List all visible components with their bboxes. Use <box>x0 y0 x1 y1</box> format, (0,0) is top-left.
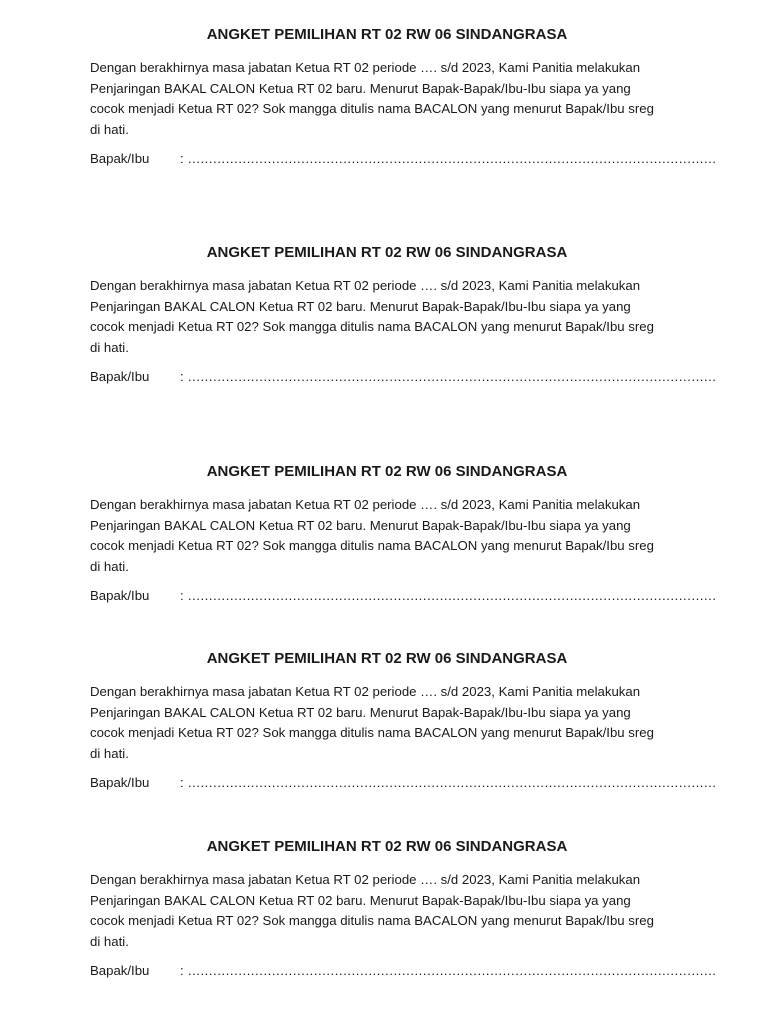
field-separator: : <box>180 151 184 166</box>
paragraph-line: Penjaringan BAKAL CALON Ketua RT 02 baru. Menurut Bapak-Bapak/Ibu-Ibu siapa ya yang <box>90 298 631 314</box>
form-paragraph <box>90 682 680 764</box>
name-field <box>90 367 717 387</box>
name-fill-line[interactable]: ……………………………………………………………………………………………………………… <box>187 588 717 603</box>
name-fill-line[interactable]: ……………………………………………………………………………………………………………… <box>187 369 717 384</box>
survey-form-3 <box>90 462 717 606</box>
paragraph-line: cocok menjadi Ketua RT 02? Sok mangga ditulis nama BACALON yang menurut Bapak/Ibu sreg <box>90 319 654 334</box>
field-separator: : <box>180 588 184 603</box>
paragraph-line: Penjaringan BAKAL CALON Ketua RT 02 baru. Menurut Bapak-Bapak/Ibu-Ibu siapa ya yang <box>90 517 631 533</box>
name-fill-line[interactable]: ……………………………………………………………………………………………………………… <box>187 775 717 790</box>
survey-form-5 <box>90 837 717 981</box>
name-field <box>90 586 717 606</box>
field-label: Bapak/Ibu <box>90 775 150 790</box>
paragraph-line: cocok menjadi Ketua RT 02? Sok mangga ditulis nama BACALON yang menurut Bapak/Ibu sreg <box>90 101 654 116</box>
paragraph-line: Dengan berakhirnya masa jabatan Ketua RT 02 periode …. s/d 2023, Kami Panitia melakukan <box>90 497 641 512</box>
field-separator: : <box>180 775 184 790</box>
field-separator: : <box>180 369 184 384</box>
form-title: ANGKET PEMILIHAN RT 02 RW 06 SINDANGRASA <box>206 244 568 261</box>
paragraph-line: di hati. <box>90 558 129 574</box>
paragraph-line: cocok menjadi Ketua RT 02? Sok mangga ditulis nama BACALON yang menurut Bapak/Ibu sreg <box>90 538 654 553</box>
paragraph-line: di hati. <box>90 745 129 761</box>
form-title: ANGKET PEMILIHAN RT 02 RW 06 SINDANGRASA <box>206 463 568 480</box>
paragraph-line: Dengan berakhirnya masa jabatan Ketua RT 02 periode …. s/d 2023, Kami Panitia melakukan <box>90 684 641 699</box>
paragraph-line: Dengan berakhirnya masa jabatan Ketua RT 02 periode …. s/d 2023, Kami Panitia melakukan <box>90 872 641 887</box>
name-field <box>90 961 717 981</box>
field-label: Bapak/Ibu <box>90 963 150 978</box>
form-title: ANGKET PEMILIHAN RT 02 RW 06 SINDANGRASA <box>206 838 568 855</box>
survey-form-4 <box>90 649 717 793</box>
form-title: ANGKET PEMILIHAN RT 02 RW 06 SINDANGRASA <box>206 26 568 43</box>
paragraph-line: Penjaringan BAKAL CALON Ketua RT 02 baru. Menurut Bapak-Bapak/Ibu-Ibu siapa ya yang <box>90 80 631 96</box>
field-label: Bapak/Ibu <box>90 369 150 384</box>
survey-form-1 <box>90 25 717 169</box>
form-paragraph <box>90 870 680 952</box>
field-label: Bapak/Ibu <box>90 588 150 603</box>
name-field <box>90 149 717 169</box>
paragraph-line: di hati. <box>90 933 129 949</box>
survey-form-2 <box>90 243 717 387</box>
field-label: Bapak/Ibu <box>90 151 150 166</box>
paragraph-line: Dengan berakhirnya masa jabatan Ketua RT 02 periode …. s/d 2023, Kami Panitia melakukan <box>90 278 641 293</box>
name-fill-line[interactable]: ……………………………………………………………………………………………………………… <box>187 963 717 978</box>
paragraph-line: di hati. <box>90 121 129 137</box>
name-field <box>90 773 717 793</box>
paragraph-line: cocok menjadi Ketua RT 02? Sok mangga ditulis nama BACALON yang menurut Bapak/Ibu sreg <box>90 725 654 740</box>
paragraph-line: di hati. <box>90 339 129 355</box>
paragraph-line: Penjaringan BAKAL CALON Ketua RT 02 baru. Menurut Bapak-Bapak/Ibu-Ibu siapa ya yang <box>90 704 631 720</box>
paragraph-line: Dengan berakhirnya masa jabatan Ketua RT 02 periode …. s/d 2023, Kami Panitia melakukan <box>90 60 641 75</box>
form-paragraph <box>90 495 680 577</box>
form-paragraph <box>90 58 680 140</box>
form-paragraph <box>90 276 680 358</box>
name-fill-line[interactable]: ……………………………………………………………………………………………………………… <box>187 151 717 166</box>
paragraph-line: Penjaringan BAKAL CALON Ketua RT 02 baru. Menurut Bapak-Bapak/Ibu-Ibu siapa ya yang <box>90 892 631 908</box>
form-title: ANGKET PEMILIHAN RT 02 RW 06 SINDANGRASA <box>206 650 568 667</box>
field-separator: : <box>180 963 184 978</box>
paragraph-line: cocok menjadi Ketua RT 02? Sok mangga ditulis nama BACALON yang menurut Bapak/Ibu sreg <box>90 913 654 928</box>
